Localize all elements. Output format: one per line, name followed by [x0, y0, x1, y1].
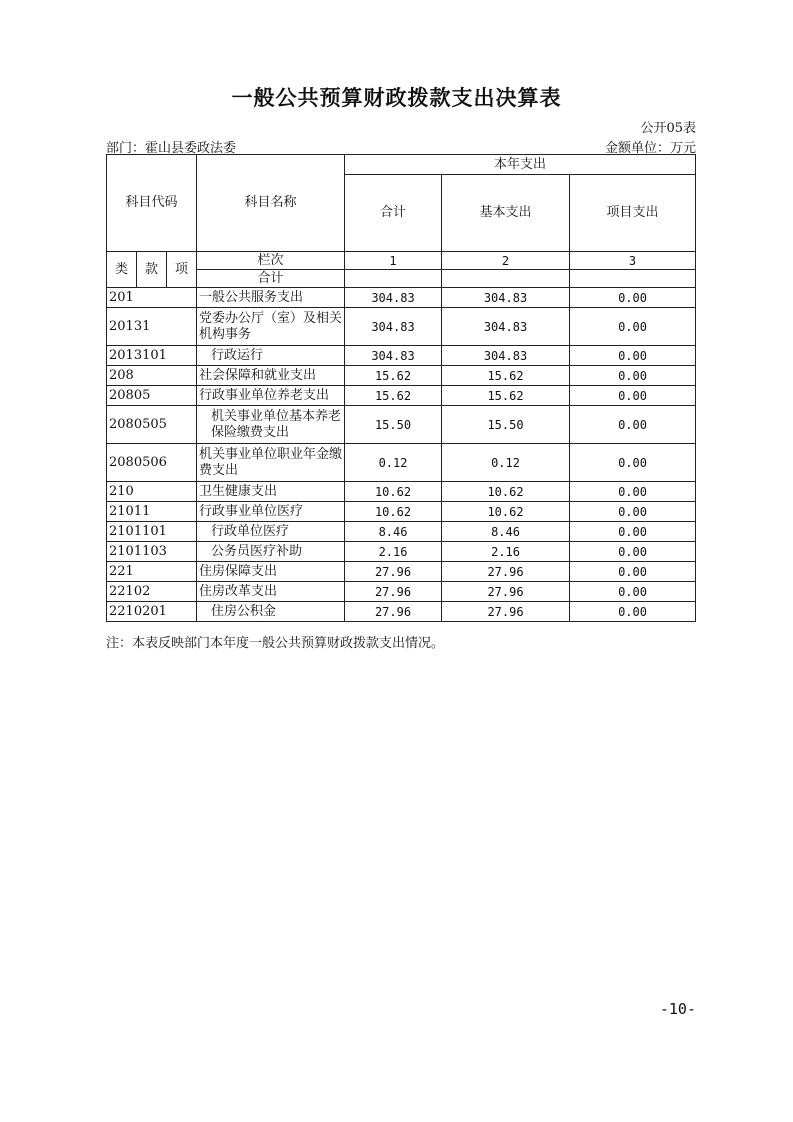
row-project: 0.00 — [570, 582, 696, 602]
row-total: 304.83 — [345, 346, 442, 366]
row-basic: 304.83 — [442, 288, 570, 308]
row-basic: 27.96 — [442, 562, 570, 582]
sum-total-cell — [345, 270, 442, 288]
row-basic: 10.62 — [442, 482, 570, 502]
row-code: 2080505 — [107, 406, 197, 444]
row-project: 0.00 — [570, 482, 696, 502]
row-project: 0.00 — [570, 562, 696, 582]
row-code: 2101103 — [107, 542, 197, 562]
row-name: 行政事业单位医疗 — [197, 502, 345, 522]
row-project: 0.00 — [570, 366, 696, 386]
sum-project-cell — [570, 270, 696, 288]
row-project: 0.00 — [570, 542, 696, 562]
row-name: 卫生健康支出 — [197, 482, 345, 502]
row-project: 0.00 — [570, 386, 696, 406]
row-name: 机关事业单位基本养老保险缴费支出 — [197, 406, 345, 444]
table-row — [107, 308, 696, 346]
table-row — [107, 406, 696, 444]
table-row — [107, 288, 696, 308]
page-number: -10- — [659, 1000, 696, 1018]
row-project: 0.00 — [570, 288, 696, 308]
row-total: 0.12 — [345, 444, 442, 482]
header-subject-code: 科目代码 — [107, 155, 197, 252]
row-code: 221 — [107, 562, 197, 582]
row-name: 机关事业单位职业年金缴费支出 — [197, 444, 345, 482]
table-row — [107, 542, 696, 562]
row-project: 0.00 — [570, 602, 696, 622]
row-total: 15.50 — [345, 406, 442, 444]
header-current-year: 本年支出 — [345, 155, 696, 175]
header-project: 项目支出 — [570, 175, 696, 252]
row-basic: 2.16 — [442, 542, 570, 562]
table-row — [107, 582, 696, 602]
row-total: 304.83 — [345, 288, 442, 308]
header-lei: 类 — [107, 252, 137, 288]
table-row — [107, 444, 696, 482]
sum-basic-cell — [442, 270, 570, 288]
row-total: 10.62 — [345, 482, 442, 502]
row-total: 27.96 — [345, 582, 442, 602]
row-project: 0.00 — [570, 502, 696, 522]
row-basic: 15.62 — [442, 386, 570, 406]
header-col-1: 1 — [345, 252, 442, 270]
row-project: 0.00 — [570, 406, 696, 444]
row-code: 210 — [107, 482, 197, 502]
amount-unit-label: 金额单位：万元 — [604, 141, 696, 156]
table-row — [107, 386, 696, 406]
row-project: 0.00 — [570, 346, 696, 366]
row-project: 0.00 — [570, 308, 696, 346]
row-basic: 27.96 — [442, 602, 570, 622]
row-basic: 15.62 — [442, 366, 570, 386]
sum-row-label: 合计 — [197, 270, 345, 288]
row-name: 住房公积金 — [197, 602, 345, 622]
row-name: 行政单位医疗 — [197, 522, 345, 542]
row-basic: 10.62 — [442, 502, 570, 522]
row-code: 208 — [107, 366, 197, 386]
row-total: 304.83 — [345, 308, 442, 346]
row-code: 21011 — [107, 502, 197, 522]
row-project: 0.00 — [570, 522, 696, 542]
header-col-2: 2 — [442, 252, 570, 270]
row-code: 20805 — [107, 386, 197, 406]
row-code: 201 — [107, 288, 197, 308]
row-name: 社会保障和就业支出 — [197, 366, 345, 386]
row-name: 行政运行 — [197, 346, 345, 366]
row-name: 住房保障支出 — [197, 562, 345, 582]
header-xiang: 项 — [167, 252, 197, 288]
row-basic: 304.83 — [442, 346, 570, 366]
row-code: 2080506 — [107, 444, 197, 482]
row-basic: 8.46 — [442, 522, 570, 542]
row-total: 15.62 — [345, 366, 442, 386]
row-project: 0.00 — [570, 444, 696, 482]
row-code: 2101101 — [107, 522, 197, 542]
header-kuan: 款 — [137, 252, 167, 288]
table-note: 注：本表反映部门本年度一般公共预算财政拨款支出情况。 — [106, 636, 445, 651]
header-col-3: 3 — [570, 252, 696, 270]
table-row — [107, 562, 696, 582]
header-total: 合计 — [345, 175, 442, 252]
row-code: 2210201 — [107, 602, 197, 622]
row-total: 15.62 — [345, 386, 442, 406]
row-name: 公务员医疗补助 — [197, 542, 345, 562]
table-row — [107, 502, 696, 522]
row-basic: 0.12 — [442, 444, 570, 482]
row-total: 10.62 — [345, 502, 442, 522]
row-name: 一般公共服务支出 — [197, 288, 345, 308]
table-row — [107, 346, 696, 366]
department-label: 部门：霍山县委政法委 — [106, 141, 237, 156]
expenditure-table — [106, 154, 696, 622]
header-basic: 基本支出 — [442, 175, 570, 252]
row-name: 党委办公厅（室）及相关机构事务 — [197, 308, 345, 346]
table-row — [107, 482, 696, 502]
row-basic: 27.96 — [442, 582, 570, 602]
row-code: 20131 — [107, 308, 197, 346]
header-subject-name: 科目名称 — [197, 155, 345, 252]
row-basic: 15.50 — [442, 406, 570, 444]
row-total: 27.96 — [345, 602, 442, 622]
row-code: 2013101 — [107, 346, 197, 366]
header-lanci: 栏次 — [197, 252, 345, 270]
row-total: 2.16 — [345, 542, 442, 562]
row-name: 行政事业单位养老支出 — [197, 386, 345, 406]
row-total: 27.96 — [345, 562, 442, 582]
form-number: 公开05表 — [640, 121, 696, 136]
table-row — [107, 602, 696, 622]
row-total: 8.46 — [345, 522, 442, 542]
table-row — [107, 522, 696, 542]
table-row — [107, 366, 696, 386]
row-basic: 304.83 — [442, 308, 570, 346]
row-name: 住房改革支出 — [197, 582, 345, 602]
page-title: 一般公共预算财政拨款支出决算表 — [231, 86, 562, 110]
row-code: 22102 — [107, 582, 197, 602]
